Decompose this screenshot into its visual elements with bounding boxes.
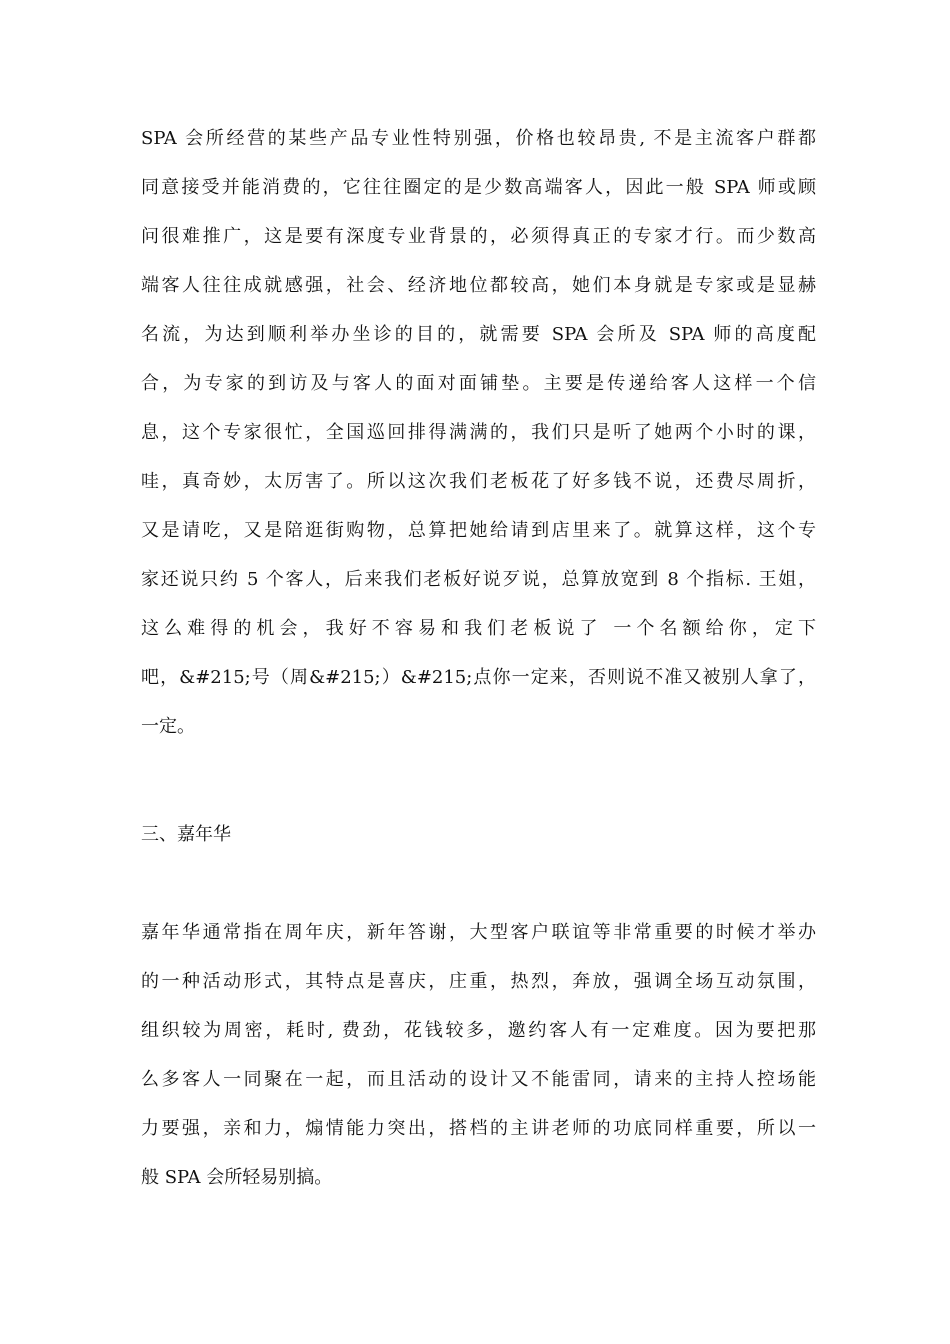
text-line: 力要强，亲和力，煽情能力突出，搭档的主讲老师的功底同样重要，所以一	[141, 1118, 816, 1139]
text-line: 的一种活动形式，其特点是喜庆，庄重，热烈，奔放，强调全场互动氛围，	[141, 971, 816, 992]
text-line: 同意接受并能消费的，它往往圈定的是少数高端客人，因此一般 SPA 师或顾	[141, 177, 816, 198]
text-line: 这么难得的机会，我好不容易和我们老板说了 一个名额给你，定下	[141, 618, 816, 639]
text-line: 又是请吃，又是陪逛街购物，总算把她给请到店里来了。就算这样，这个专	[141, 520, 816, 541]
text-line: 组织较为周密，耗时, 费劲，花钱较多，邀约客人有一定难度。因为要把那	[141, 1020, 816, 1041]
text-line: 吧，&#215;号（周&#215;）&#215;点你一定来，否则说不准又被别人拿了，	[141, 667, 816, 688]
text-line: 么多客人一同聚在一起，而且活动的设计又不能雷同，请来的主持人控场能	[141, 1069, 816, 1090]
paragraph-carnival	[141, 908, 816, 1202]
text-line: 般 SPA 会所轻易别搞。	[141, 1167, 333, 1188]
text-line: 名流，为达到顺利举办坐诊的目的，就需要 SPA 会所及 SPA 师的高度配	[141, 324, 816, 345]
text-line: 息，这个专家很忙，全国巡回排得满满的，我们只是听了她两个小时的课，	[141, 422, 816, 443]
text-line: 家还说只约 5 个客人，后来我们老板好说歹说，总算放宽到 8 个指标. 王姐，	[141, 569, 816, 590]
text-line: 嘉年华通常指在周年庆，新年答谢，大型客户联谊等非常重要的时候才举办	[141, 922, 816, 943]
text-line: 合，为专家的到访及与客人的面对面铺垫。主要是传递给客人这样一个信	[141, 373, 816, 394]
text-line: SPA 会所经营的某些产品专业性特别强，价格也较昂贵, 不是主流客户群都	[141, 128, 816, 149]
section-heading: 三、嘉年华	[141, 824, 231, 845]
paragraph-spa-expert	[141, 114, 816, 751]
text-line: 端客人往往成就感强，社会、经济地位都较高，她们本身就是专家或是显赫	[141, 275, 816, 296]
text-line: 一定。	[141, 716, 195, 737]
text-line: 哇，真奇妙，太厉害了。所以这次我们老板花了好多钱不说，还费尽周折，	[141, 471, 816, 492]
text-line: 问很难推广，这是要有深度专业背景的，必须得真正的专家才行。而少数高	[141, 226, 816, 247]
